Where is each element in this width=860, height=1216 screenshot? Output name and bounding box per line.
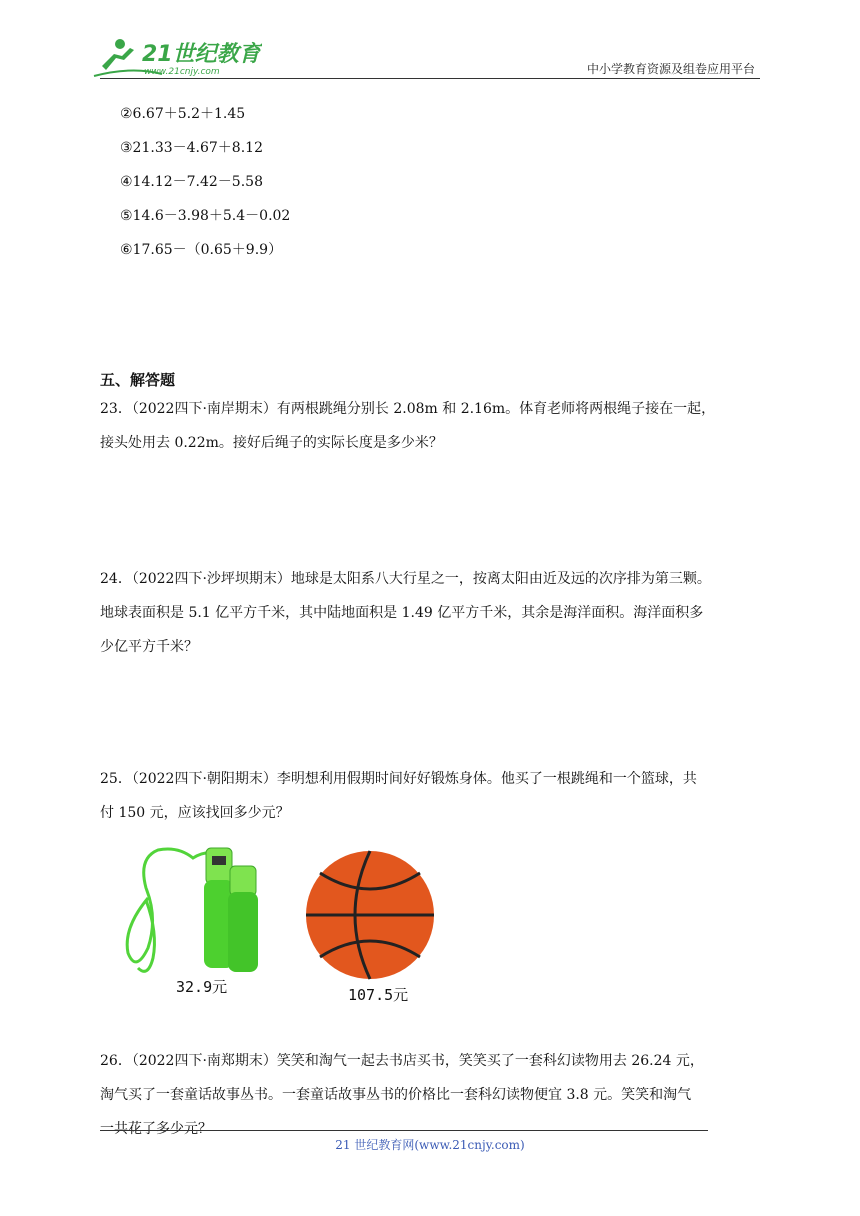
question-23 bbox=[100, 392, 765, 460]
question-25 bbox=[100, 762, 765, 830]
header-divider bbox=[100, 78, 760, 79]
header-platform-text: 中小学教育资源及组卷应用平台 bbox=[586, 62, 755, 76]
question-line: 23．（2022四下·南岸期末）有两根跳绳分别长 2.08m 和 2.16m。体育老师将两根绳子接在一起， bbox=[100, 401, 716, 417]
question-line: 付 150 元，应该找回多少元？ bbox=[100, 805, 290, 821]
ball-price: 107.5元 bbox=[348, 986, 409, 1004]
footer-link[interactable]: 21 世纪教育网(www.21cnjy.com) bbox=[335, 1138, 525, 1152]
site-logo bbox=[92, 36, 262, 80]
calc-item-2: ②6.67＋5.2＋1.45 bbox=[120, 106, 246, 122]
calc-item-3: ③21.33－4.67＋8.12 bbox=[120, 140, 263, 156]
question-24 bbox=[100, 562, 765, 664]
calc-item-4: ④14.12－7.42－5.58 bbox=[120, 174, 263, 190]
calc-item-5: ⑤14.6－3.98＋5.4－0.02 bbox=[120, 208, 291, 224]
question-line: 地球表面积是 5.1 亿平方千米，其中陆地面积是 1.49 亿平方千米，其余是海洋面积。海洋面积多 bbox=[100, 605, 704, 621]
question-line: 一共花了多少元？ bbox=[100, 1121, 212, 1137]
question-line: 24．（2022四下·沙坪坝期末）地球是太阳系八大行星之一，按离太阳由近及远的次序排为第三颗。 bbox=[100, 571, 711, 587]
jump-rope-image bbox=[118, 838, 268, 998]
basketball-image bbox=[300, 845, 440, 1005]
calc-item-6: ⑥17.65－（0.65＋9.9） bbox=[120, 242, 283, 258]
question-line: 少亿平方千米？ bbox=[100, 639, 198, 655]
question-line: 淘气买了一套童话故事丛书。一套童话故事丛书的价格比一套科幻读物便宜 3.8 元。笑笑和淘气 bbox=[100, 1087, 692, 1103]
question-line: 26．（2022四下·南郑期末）笑笑和淘气一起去书店买书，笑笑买了一套科幻读物用去 26.24 元， bbox=[100, 1053, 704, 1069]
logo-text: 21世纪教育 bbox=[142, 42, 261, 67]
question-line: 接头处用去 0.22m。接好后绳子的实际长度是多少米？ bbox=[100, 435, 443, 451]
rope-price: 32.9元 bbox=[176, 978, 228, 996]
logo-url: www.21cnjy.com bbox=[144, 67, 220, 77]
footer-divider bbox=[100, 1130, 708, 1131]
section-title: 五、解答题 bbox=[100, 371, 176, 389]
question-line: 25．（2022四下·朝阳期末）李明想利用假期时间好好锻炼身体。他买了一根跳绳和一个篮球，共 bbox=[100, 771, 697, 787]
